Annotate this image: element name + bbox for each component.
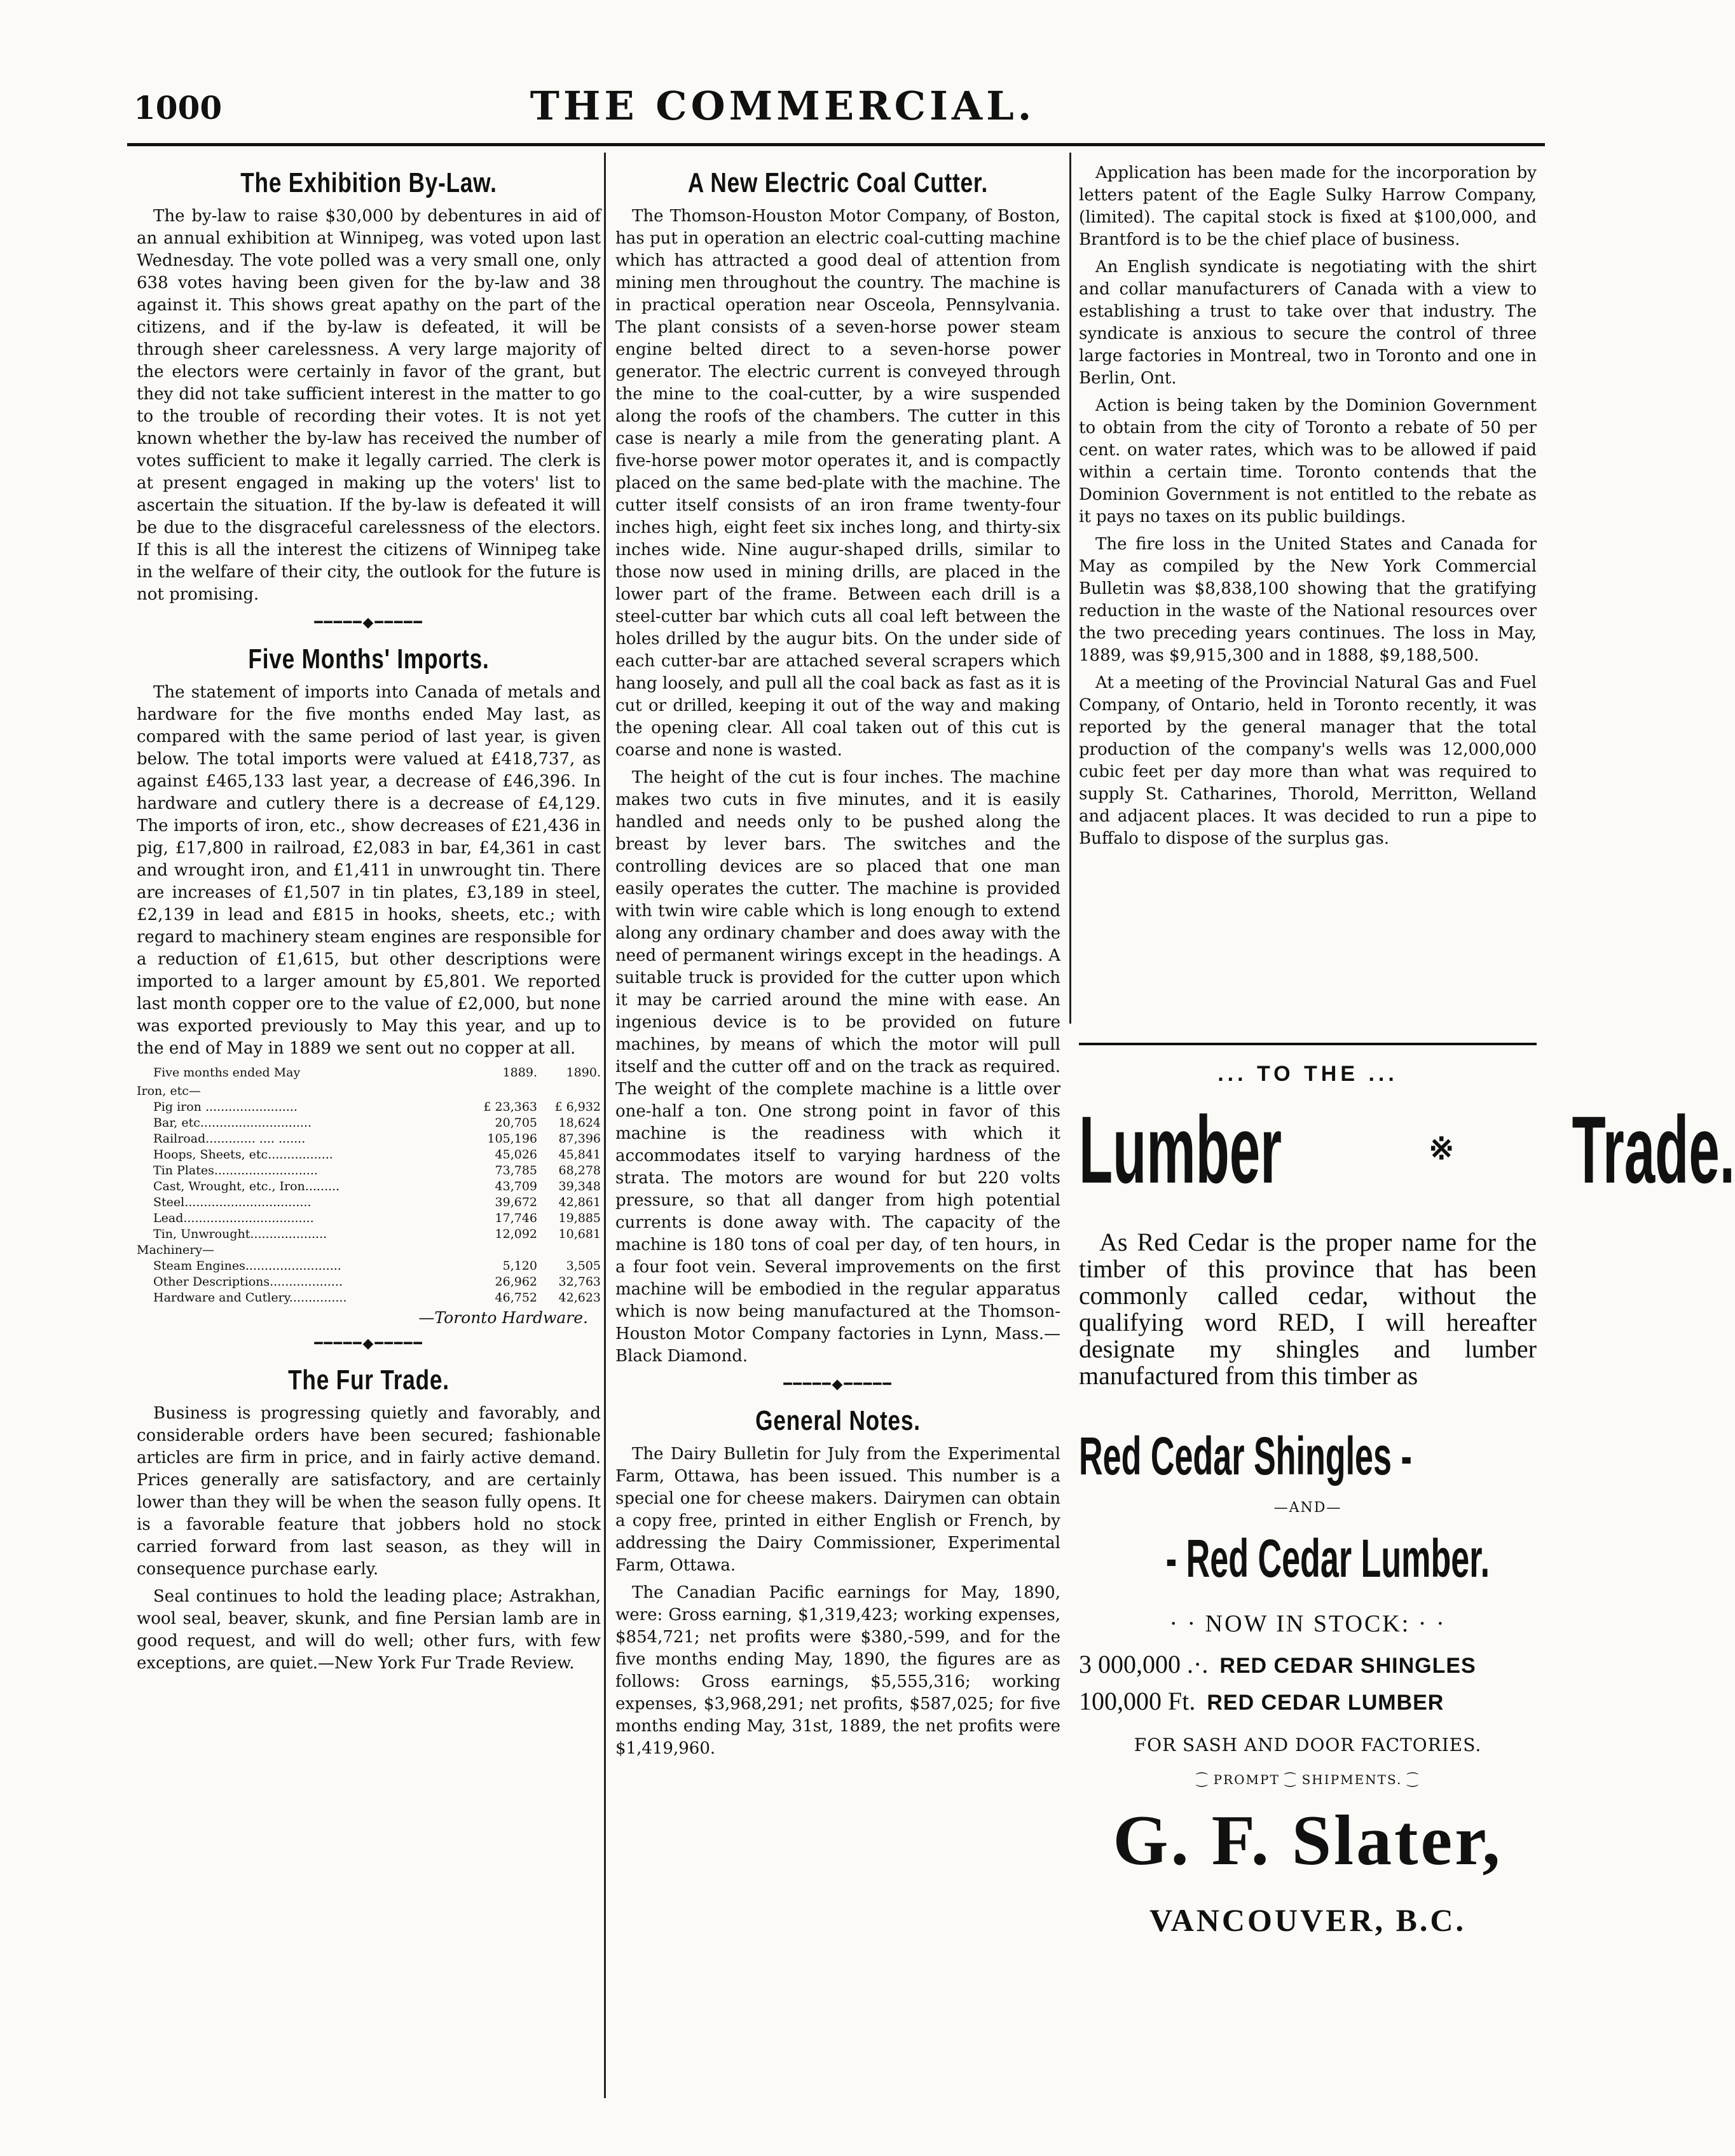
ad-prompt-shipments: ⁐ PROMPT ⁐ SHIPMENTS. ⁐	[1197, 1772, 1419, 1787]
note-fire-loss: The fire loss in the United States and Canada for May as compiled by the New York Commercial Bulletin was $8,838,100 showing that the gratifying reduction in the waste of the National resources over the two preceding years continues. The loss in May, 1889, was $9,915,300 and in 1888, $9,188,500.	[1079, 535, 1537, 665]
imports-row-1889: 39,672	[495, 1195, 537, 1209]
ad-body-text: As Red Cedar is the proper name for the timber of this province that has been commonly called cedar, without the qualifying word RED, I will hereafter designate my shingles and lumber manufactured from this timber as	[1079, 1228, 1537, 1390]
imports-table	[137, 1065, 601, 1306]
imports-table-row	[137, 1099, 601, 1115]
ad-lumber-word: Lumber	[1079, 1096, 1282, 1203]
page-number: 1000	[134, 89, 223, 127]
imports-row-1890: 42,623	[558, 1291, 601, 1305]
imports-row-1890: 18,624	[558, 1116, 601, 1130]
imports-row-label: Other Descriptions...................	[153, 1275, 343, 1289]
article-body-general-notes-2: The Canadian Pacific earnings for May, 1890, were: Gross earning, $1,319,423; working expenses, $854,721; net profits were $380,-599, and for the five months ending May, 1890, the figures are as follows: Gross earnings, $5,555,316; working expenses, $3,968,291; net profits, $587,025; for five months ending May, 31st, 1889, the net profits were $1,419,960.	[615, 1583, 1060, 1758]
imports-row-1890: 42,861	[558, 1195, 601, 1209]
column-divider-right	[1069, 153, 1071, 1024]
imports-table-row	[137, 1274, 601, 1290]
imports-table-row	[137, 1115, 601, 1131]
imports-table-row	[137, 1211, 601, 1226]
article-body-coal-cutter-2: The height of the cut is four inches. The machine makes two cuts in five minutes, and it is easily handled and needs only to be pushed along the breast by lever bars. The switches and the controlling devices are so placed that one man easily operates the cutter. The machine is provided with twin wire cable which is long enough to extend along any ordinary chamber and does away with the need of permanent wirings except in the headings. A suitable truck is provided for the cutter upon which it may be carried around the mine with ease. An ingenious device is to be provided on future machines, by means of which the motor will pull itself and the cutter off and on the track as required. The weight of the complete machine is a little over one-half a ton. One strong point in favor of this machine is the readiness with which it accommodates itself to varying hardness of the strata. The motors are wound for but 220 volts pressure, so that all danger from high potential currents is done away with. The capacity of the machine is 180 tons of coal per day, of ten hours, in a four foot vein. Several improvements on the first machine will be embodied in the regular apparatus which is now being manufactured at the Thomson-Houston Motor Company factories in Lynn, Mass.—Black Diamond.	[615, 768, 1060, 1366]
column-right	[1079, 162, 1537, 855]
ad-advertiser-name: G. F. Slater,	[1113, 1801, 1503, 1880]
masthead: THE COMMERCIAL.	[530, 83, 1036, 129]
ad-advertiser-city: VANCOUVER, B.C.	[1149, 1902, 1466, 1938]
imports-row-1890: 3,505	[566, 1259, 601, 1273]
ad-trade-word: Trade.	[1572, 1096, 1735, 1203]
imports-table-row	[137, 1083, 601, 1099]
imports-row-1889	[474, 1242, 537, 1258]
article-title-coal-cutter: A New Electric Coal Cutter.	[687, 167, 989, 198]
article-body-exhibition: The by-law to raise $30,000 by debentures in aid of an annual exhibition at Winnipeg, was voted upon last Wednesday. The vote polled was a very small one, only 638 votes having been given for the by-law and 38 against it. This shows great apathy on the part of the citizens, and if the by-law is defeated, it will be through sheer carelessness. A very large majority of the electors were certainly in favor of the grant, but they did not take sufficient interest in the matter to go to the trouble of recording their votes. It is not yet known whether the by-law has received the number of votes sufficient to make it legally carried. The clerk is at present engaged in making up the voters' list to ascertain the situation. If the by-law is defeated it will be due to the disgraceful carelessness of the electors. If this is all the interest the citizens of Winnipeg take in the welfare of their city, the outlook for the future is not promising.	[137, 207, 601, 604]
imports-row-1890: 87,396	[558, 1132, 601, 1146]
imports-row-label: Lead..................................	[153, 1211, 314, 1225]
ad-to-the: ... TO THE ...	[1217, 1062, 1398, 1086]
article-title-fur-trade: The Fur Trade.	[288, 1364, 449, 1396]
imports-row-label: Steel.................................	[153, 1195, 312, 1209]
imports-row-1889: 26,962	[495, 1275, 537, 1289]
imports-row-label: Tin, Unwrought....................	[153, 1227, 327, 1241]
imports-head-1890: 1890.	[566, 1066, 601, 1080]
ad-now-in-stock: · · NOW IN STOCK: · ·	[1169, 1610, 1446, 1637]
imports-row-label: Steam Engines.........................	[153, 1259, 341, 1273]
imports-row-1889: 20,705	[495, 1116, 537, 1130]
imports-row-1889: £ 23,363	[483, 1100, 537, 1114]
header-rule	[127, 143, 1545, 146]
imports-row-label: Iron, etc—	[137, 1084, 201, 1098]
ad-red-cedar-shingles: Red Cedar Shingles -	[1079, 1426, 1412, 1486]
imports-table-row	[137, 1179, 601, 1195]
imports-row-1890: 10,681	[558, 1227, 601, 1241]
imports-row-label: Tin Plates...........................	[153, 1164, 318, 1178]
imports-row-label: Hoops, Sheets, etc.................	[153, 1148, 333, 1162]
article-body-imports: The statement of imports into Canada of metals and hardware for the five months ended May last, as compared with the same period of last year, is given below. The total imports were valued at £418,737, as against £465,133 last year, a decrease of £46,396. In hardware and cutlery there is a decrease of £4,129. The imports of iron, etc., show decreases of £21,436 in pig, £17,800 in railroad, £2,083 in bar, £4,361 in cast and wrought iron, and £1,411 in unwrought tin. There are increases of £1,507 in tin plates, £3,189 in steel, £2,139 in lead and £815 in hooks, sheets, etc.; with regard to machinery steam engines are responsible for a reduction of £1,615, but other descriptions were imported to a larger amount by £5,801. We reported last month copper ore to the value of £2,000, but none was exported previously to May this year, and up to the end of May in 1889 we sent out no copper at all.	[137, 683, 601, 1058]
imports-head-label: Five months ended May	[153, 1066, 301, 1080]
imports-table-header	[137, 1065, 601, 1083]
imports-row-1890: 45,841	[558, 1148, 601, 1162]
ad-red-cedar-lumber: - Red Cedar Lumber.	[1165, 1528, 1490, 1588]
imports-row-1889: 73,785	[495, 1164, 537, 1178]
separator-ornament: ━━━━━◆━━━━━	[314, 1336, 423, 1352]
imports-table-row	[137, 1258, 601, 1274]
attribution-toronto-hardware: —Toronto Hardware.	[418, 1308, 588, 1327]
imports-row-1889: 5,120	[502, 1259, 537, 1273]
article-title-exhibition: The Exhibition By-Law.	[240, 167, 497, 198]
imports-row-1890: 32,763	[558, 1275, 601, 1289]
imports-row-label: Railroad............. .... .......	[153, 1132, 306, 1146]
column-left	[137, 162, 601, 1680]
article-title-general-notes: General Notes.	[755, 1405, 921, 1436]
ornament-star-icon: ※	[1429, 1132, 1455, 1166]
note-english-syndicate: An English syndicate is negotiating with the shirt and collar manufacturers of Canada with a view to establishing a trust to take over that industry. The syndicate is anxious to secure the control of three large factories in Montreal, two in Toronto and one in Berlin, Ont.	[1079, 257, 1537, 388]
imports-row-1890: 68,278	[558, 1164, 601, 1178]
imports-row-1889: 17,746	[495, 1211, 537, 1225]
separator-ornament: ━━━━━◆━━━━━	[783, 1377, 893, 1392]
imports-row-1889	[474, 1083, 537, 1099]
ad-and: —AND—	[1273, 1500, 1342, 1516]
column-divider-left	[604, 153, 606, 2098]
imports-row-label: Cast, Wrought, etc., Iron.........	[153, 1179, 340, 1193]
imports-row-1890: 39,348	[558, 1179, 601, 1193]
ad-stock-qty-shingles: 3 000,000 .·.	[1079, 1650, 1209, 1679]
imports-row-1889: 45,026	[495, 1148, 537, 1162]
note-natural-gas: At a meeting of the Provincial Natural Gas and Fuel Company, of Ontario, held in Toronto recently, it was reported by the general manager that the total production of the company's wells was 12,000,000 cubic feet per day more than what was required to supply St. Catharines, Thorold, Merritton, Welland and adjacent places. It was decided to run a pipe to Buffalo to dispose of the surplus gas.	[1079, 673, 1537, 848]
imports-row-label: Machinery—	[137, 1243, 215, 1257]
imports-row-1890: £ 6,932	[554, 1100, 601, 1114]
note-eagle-sulky: Application has been made for the incorporation by letters patent of the Eagle Sulky Harrow Company, (limited). The capital stock is fixed at $100,000, and Brantford is to be the chief place of business.	[1079, 163, 1537, 249]
lumber-advertisement	[1079, 1043, 1735, 1939]
ad-sash-door: FOR SASH AND DOOR FACTORIES.	[1134, 1734, 1482, 1755]
imports-row-1889: 46,752	[495, 1291, 537, 1305]
ad-top-rule	[1079, 1043, 1537, 1045]
article-body-fur-trade-1: Business is progressing quietly and favorably, and considerable orders have been secured; fashionable articles are firm in price, and in fairly active demand. Prices generally are satisfactory, and are certainly lower than they will be when the season fully opens. It is a favorable feature that jobbers hold no stock carried forward from last season, as they will in consequence purchase early.	[137, 1404, 601, 1579]
article-body-coal-cutter-1: The Thomson-Houston Motor Company, of Boston, has put in operation an electric coal-cutting machine which has attracted a good deal of attention from mining men throughout the country. The machine is in practical operation near Osceola, Pennsylvania. The plant consists of a seven-horse power steam engine belted direct to a seven-horse power generator. The electric current is conveyed through the mine to the coal-cutter, by a wire suspended along the roofs of the chambers. The cutter in this case is nearly a mile from the generating plant. A five-horse power motor operates it, and is compactly placed on the same bed-plate with the machine. The cutter itself consists of an iron frame twenty-four inches high, eight feet six inches long, and thirty-six inches wide. Nine augur-shaped drills, similar to those now used in mining drills, are placed in the lower part of the frame. Between each drill is a steel-cutter bar which cuts all coal left between the holes drilled by the augur bits. On the under side of each cutter-bar are attached several scrapers which hang loosely, and pull all the coal back as fast as it is cut or drilled, keeping it out of the way and making the opening clear. All coal taken out of this cut is coarse and none is wasted.	[615, 207, 1060, 760]
imports-table-row	[137, 1147, 601, 1163]
ad-stock-line-lumber	[1079, 1684, 1537, 1720]
imports-row-1889: 105,196	[487, 1132, 537, 1146]
imports-table-row	[137, 1163, 601, 1179]
imports-table-row	[137, 1226, 601, 1242]
ad-lumber-trade-heading	[1079, 1096, 1735, 1203]
imports-row-label: Hardware and Cutlery...............	[153, 1291, 347, 1305]
article-title-imports: Five Months' Imports.	[248, 643, 490, 675]
imports-table-row	[137, 1195, 601, 1211]
column-middle	[615, 162, 1060, 1765]
article-body-fur-trade-2: Seal continues to hold the leading place; Astrakhan, wool seal, beaver, skunk, and fine Persian lamb are in good request, and will do well; other furs, with few exceptions, are quiet.—New York Fur Trade Review.	[137, 1587, 601, 1673]
ad-stock-desc-shingles: RED CEDAR SHINGLES	[1219, 1654, 1476, 1678]
imports-table-row	[137, 1242, 601, 1258]
note-dominion-rebate: Action is being taken by the Dominion Government to obtain from the city of Toronto a rebate of 50 per cent. on water rates, which was to be allowed if paid within a certain time. Toronto contends that the Dominion Government is not entitled to the rebate as it pays no taxes on its public buildings.	[1079, 396, 1537, 526]
imports-row-1890	[537, 1083, 601, 1099]
imports-row-1890	[537, 1242, 601, 1258]
ad-stock-qty-lumber: 100,000 Ft.	[1079, 1687, 1196, 1715]
article-body-general-notes-1: The Dairy Bulletin for July from the Experimental Farm, Ottawa, has been issued. This number is a special one for cheese makers. Dairymen can obtain a copy free, printed in either English or French, by addressing the Dairy Commissioner, Experimental Farm, Ottawa.	[615, 1445, 1060, 1575]
ad-stock-desc-lumber: RED CEDAR LUMBER	[1207, 1691, 1444, 1715]
imports-row-label: Bar, etc.............................	[153, 1116, 312, 1130]
imports-row-1889: 12,092	[495, 1227, 537, 1241]
imports-row-1889: 43,709	[495, 1179, 537, 1193]
imports-table-row	[137, 1131, 601, 1147]
separator-ornament: ━━━━━◆━━━━━	[314, 615, 423, 631]
imports-row-label: Pig iron ........................	[153, 1100, 298, 1114]
imports-head-1889: 1889.	[502, 1066, 537, 1080]
ad-stock-line-shingles	[1079, 1647, 1537, 1684]
imports-table-row	[137, 1290, 601, 1306]
imports-row-1890: 19,885	[558, 1211, 601, 1225]
